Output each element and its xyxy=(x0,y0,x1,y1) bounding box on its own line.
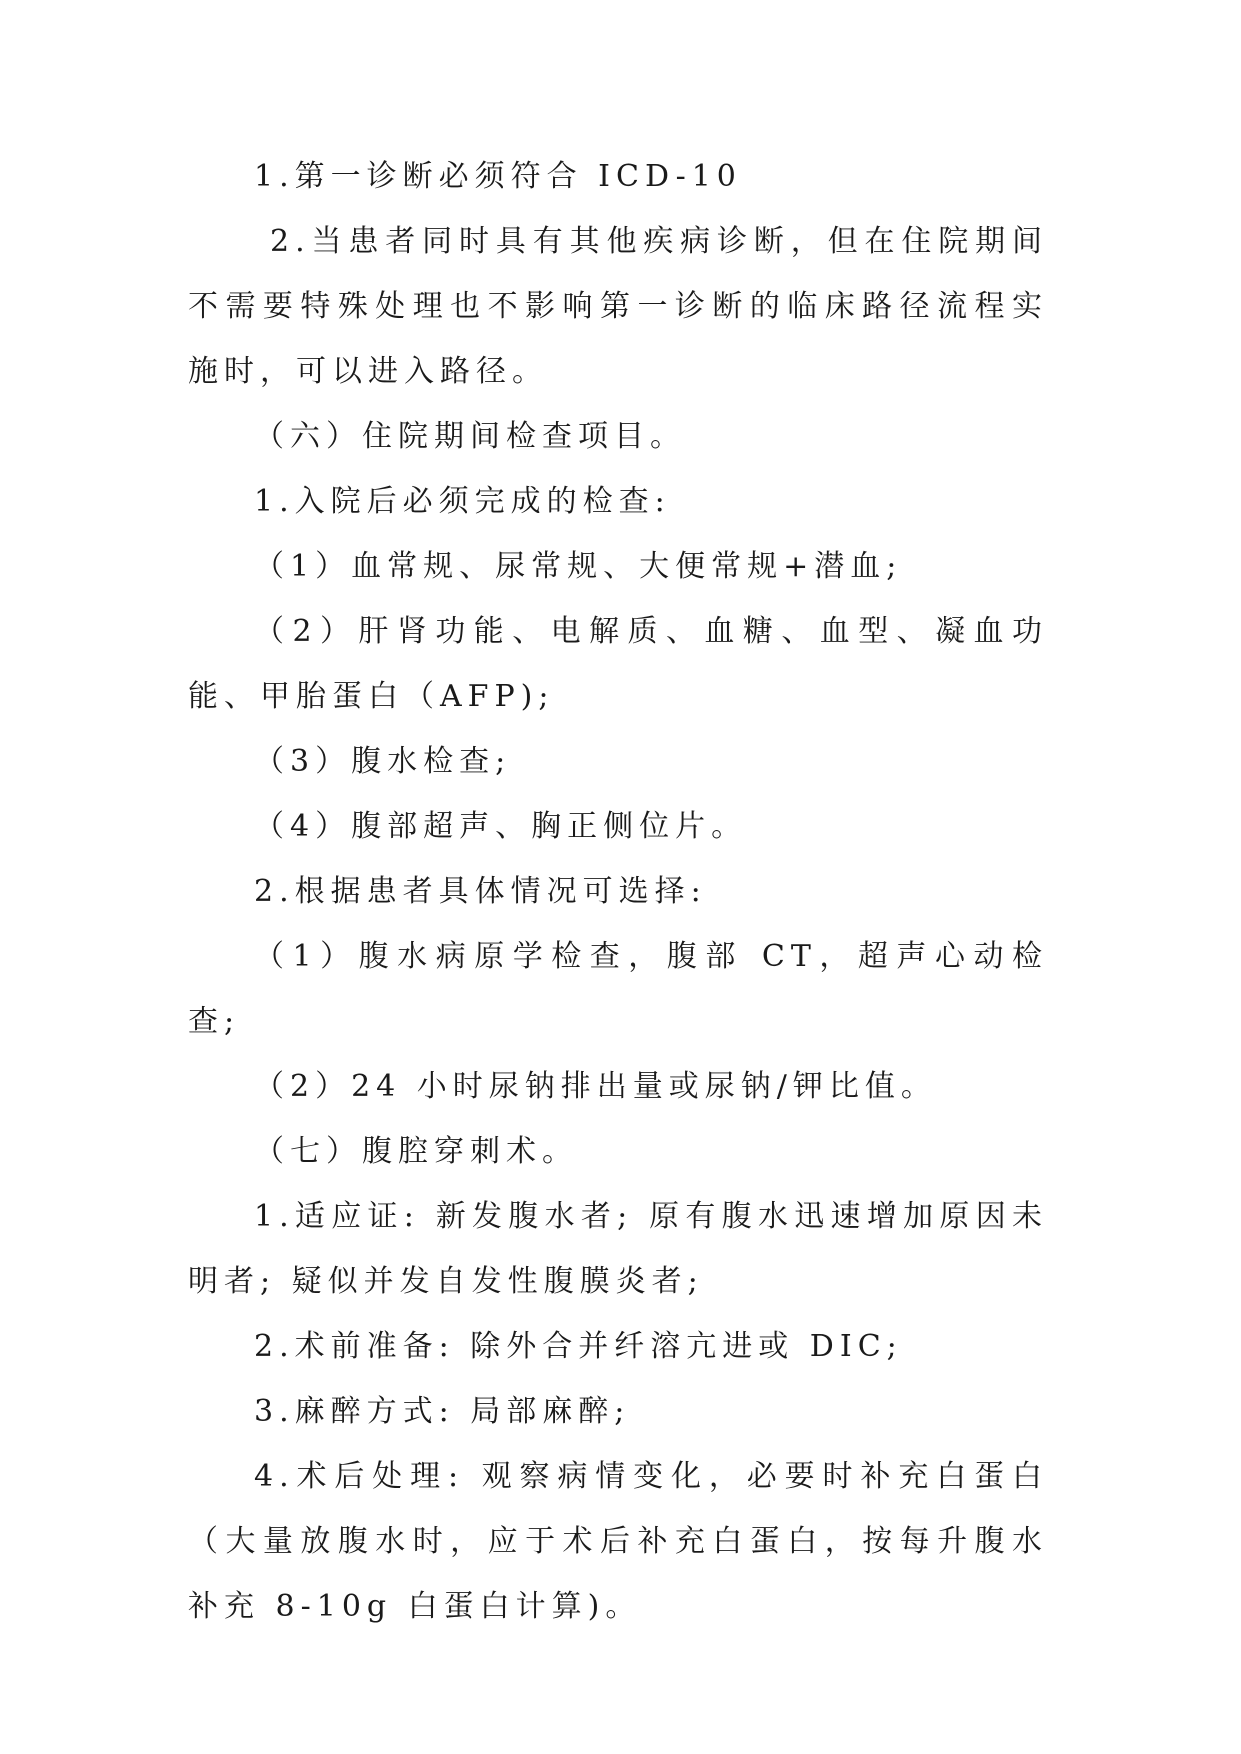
list-item-optional-2: （2）24 小时尿钠排出量或尿钠/钾比值。 xyxy=(254,1069,937,1104)
paragraph-anesthesia: 3.麻醉方式: 局部麻醉; xyxy=(254,1394,631,1429)
list-item-optional-1: （1）腹水病原学检查，腹部 CT，超声心动检查; xyxy=(188,939,1048,1039)
paragraph-comorbidity: 2.当患者同时具有其他疾病诊断，但在住院期间不需要特殊处理也不影响第一诊断的临床路径流程实施时，可以进入路径。 xyxy=(188,224,1048,389)
list-item-required-4: （4）腹部超声、胸正侧位片。 xyxy=(254,809,748,844)
paragraph-required-exams: 1.入院后必须完成的检查: xyxy=(254,484,671,519)
paragraph-diagnosis-icd: 1.第一诊断必须符合 ICD-10 xyxy=(254,159,742,194)
paragraph-preop-prep: 2.术前准备: 除外合并纤溶亢进或 DIC; xyxy=(254,1329,903,1364)
paragraph-postop-care: 4.术后处理: 观察病情变化，必要时补充白蛋白（大量放腹水时，应于术后补充白蛋白，按每升腹水补充 8-10g 白蛋白计算)。 xyxy=(188,1459,1048,1624)
paragraph-indications: 1.适应证: 新发腹水者; 原有腹水迅速增加原因未明者; 疑似并发自发性腹膜炎者; xyxy=(188,1199,1048,1299)
document-body xyxy=(188,144,1048,1639)
list-item-required-3: （3）腹水检查; xyxy=(254,744,512,779)
list-item-required-2: （2）肝肾功能、电解质、血糖、血型、凝血功能、甲胎蛋白（AFP); xyxy=(188,614,1048,714)
list-item-required-1: （1）血常规、尿常规、大便常规+潜血; xyxy=(254,549,903,584)
section-heading-inpatient-exams: （六）住院期间检查项目。 xyxy=(254,419,686,454)
paragraph-optional-exams: 2.根据患者具体情况可选择: xyxy=(254,874,707,909)
section-heading-paracentesis: （七）腹腔穿刺术。 xyxy=(254,1134,578,1169)
